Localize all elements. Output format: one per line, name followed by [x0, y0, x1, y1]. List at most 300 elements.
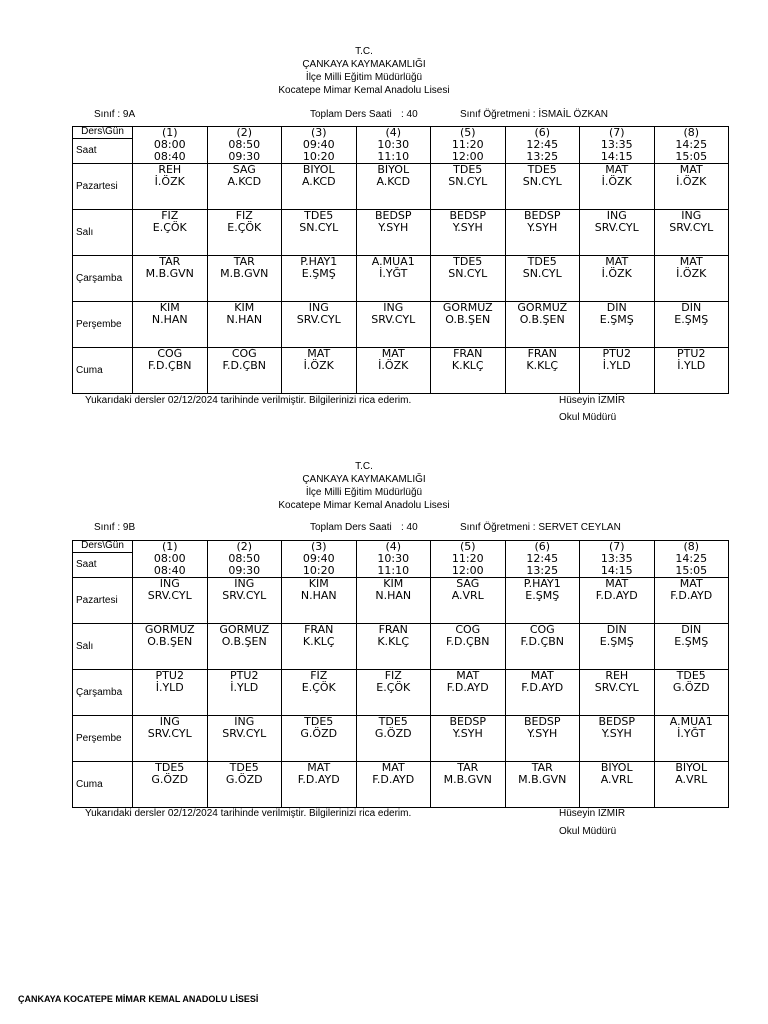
period-start: 13:35	[600, 138, 633, 151]
lesson-code: FRAN	[378, 623, 408, 636]
lesson-code: BİYOL	[600, 761, 633, 774]
period-number: (1)	[161, 126, 178, 139]
teacher-code: SRV.CYL	[594, 681, 639, 694]
lesson-cell	[505, 762, 580, 808]
period-start: 08:00	[153, 552, 186, 565]
lesson-code: TAR	[233, 255, 255, 268]
day-name: Cuma	[73, 762, 133, 808]
teacher-code: SRV.CYL	[594, 221, 639, 234]
header-line: T.C.	[355, 46, 373, 57]
lesson-cell	[282, 348, 357, 394]
period-number: (6)	[534, 540, 551, 553]
teacher-code: SRV.CYL	[147, 589, 192, 602]
lesson-code: TDE5	[229, 761, 259, 774]
teacher-code: Y.SYH	[527, 727, 558, 740]
lesson-cell	[654, 302, 729, 348]
header-line: ÇANKAYA KAYMAKAMLIĞI	[302, 474, 426, 485]
lesson-code: KİM	[234, 301, 255, 314]
period-number: (5)	[459, 126, 476, 139]
period-start: 08:50	[228, 552, 261, 565]
class-label: Sınıf : 9A	[94, 109, 136, 120]
lesson-code: TAR	[531, 761, 553, 774]
lesson-code: COĞ	[455, 623, 481, 636]
lesson-cell	[580, 348, 655, 394]
teacher-code: SRV.CYL	[669, 221, 714, 234]
lesson-code: REH	[158, 163, 182, 176]
period-header	[431, 541, 506, 578]
lesson-code: İNG	[383, 301, 404, 314]
period-end: 11:10	[377, 564, 410, 577]
lesson-code: PTU2	[677, 347, 706, 360]
period-number: (2)	[236, 126, 253, 139]
lesson-cell	[207, 578, 282, 624]
lesson-code: REH	[605, 669, 629, 682]
lesson-cell	[580, 624, 655, 670]
period-header	[580, 127, 655, 164]
lesson-code: İNG	[159, 577, 180, 590]
lesson-cell	[654, 624, 729, 670]
lesson-code: FİZ	[384, 669, 402, 682]
teacher-code: F.D.AYD	[446, 681, 489, 694]
lesson-cell	[654, 210, 729, 256]
teacher-code: İ.ÖZK	[676, 175, 707, 188]
teacher-code: F.D.AYD	[595, 589, 638, 602]
lesson-cell	[505, 210, 580, 256]
header-line: İlçe Milli Eğitim Müdürlüğü	[305, 487, 423, 498]
teacher-code: E.ÇÖK	[301, 681, 336, 694]
lesson-code: PTU2	[230, 669, 259, 682]
period-number: (5)	[459, 540, 476, 553]
lesson-code: BİYOL	[302, 163, 335, 176]
saat-label: Saat	[73, 552, 133, 577]
teacher-code: E.ŞMŞ	[525, 589, 560, 602]
period-header	[356, 127, 431, 164]
lesson-code: BEDSP	[523, 715, 561, 728]
lesson-code: TDE5	[155, 761, 185, 774]
lesson-code: KİM	[159, 301, 180, 314]
teacher-code: G.ÖZD	[672, 681, 710, 694]
teacher-code: SN.CYL	[522, 267, 562, 280]
lesson-code: İNG	[234, 577, 255, 590]
lesson-code: DİN	[681, 301, 702, 314]
period-header	[505, 541, 580, 578]
teacher-code: F.D.ÇBN	[446, 635, 490, 648]
lesson-cell	[207, 762, 282, 808]
lesson-cell	[431, 624, 506, 670]
lesson-cell	[580, 256, 655, 302]
teacher-code: Y.SYH	[452, 221, 483, 234]
lesson-code: MAT	[530, 669, 554, 682]
period-header	[654, 541, 729, 578]
header-line: T.C.	[355, 461, 373, 472]
period-header	[580, 541, 655, 578]
lesson-cell	[282, 578, 357, 624]
lesson-cell	[505, 670, 580, 716]
teacher-code: N.HAN	[151, 313, 188, 326]
timetable	[72, 126, 729, 394]
lesson-cell	[654, 716, 729, 762]
timetable	[72, 540, 729, 808]
lesson-code: BEDSP	[449, 209, 487, 222]
period-end: 13:25	[526, 150, 559, 163]
period-number: (6)	[534, 126, 551, 139]
period-end: 10:20	[302, 150, 335, 163]
day-name: Perşembe	[73, 302, 133, 348]
lesson-code: BEDSP	[449, 715, 487, 728]
lesson-cell	[431, 256, 506, 302]
lesson-cell	[133, 578, 208, 624]
document-header	[0, 460, 728, 512]
period-header	[207, 127, 282, 164]
teacher-code: K.KLÇ	[451, 359, 484, 372]
day-name: Çarşamba	[73, 670, 133, 716]
teacher-code: E.ÇÖK	[152, 221, 187, 234]
lesson-code: GÖRMÜZ	[219, 623, 270, 636]
teacher-code: E.ŞMŞ	[301, 267, 336, 280]
total-hours-label: Toplam Ders Saati	[310, 522, 392, 533]
period-start: 12:45	[526, 138, 559, 151]
teacher-code: A.VRL	[600, 773, 633, 786]
lesson-code: DİN	[681, 623, 702, 636]
lesson-cell	[505, 302, 580, 348]
lesson-code: BİYOL	[675, 761, 708, 774]
lesson-cell	[356, 348, 431, 394]
period-start: 11:20	[451, 138, 484, 151]
period-start: 08:00	[153, 138, 186, 151]
lesson-code: TDE5	[676, 669, 706, 682]
teacher-code: F.D.ÇBN	[520, 635, 564, 648]
teacher-code: K.KLÇ	[377, 635, 410, 648]
document-header	[0, 45, 728, 97]
lesson-code: İNG	[681, 209, 702, 222]
lesson-cell	[356, 164, 431, 210]
lesson-cell	[654, 762, 729, 808]
lesson-cell	[356, 762, 431, 808]
lesson-code: P.HAY1	[300, 255, 338, 268]
period-end: 11:10	[377, 150, 410, 163]
lesson-code: MAT	[381, 347, 405, 360]
lesson-cell	[431, 578, 506, 624]
period-header	[505, 127, 580, 164]
lesson-cell	[282, 164, 357, 210]
header-line: ÇANKAYA KAYMAKAMLIĞI	[302, 59, 426, 70]
lesson-cell	[207, 210, 282, 256]
lesson-cell	[282, 256, 357, 302]
lesson-code: PTU2	[155, 669, 184, 682]
period-start: 14:25	[675, 138, 708, 151]
timetable-body	[73, 541, 729, 808]
lesson-cell	[207, 670, 282, 716]
lesson-cell	[207, 716, 282, 762]
lesson-code: COĞ	[231, 347, 257, 360]
lesson-code: BEDSP	[598, 715, 636, 728]
total-hours-value: : 40	[401, 109, 418, 120]
lesson-code: GÖRMÜZ	[442, 301, 493, 314]
lesson-cell	[431, 716, 506, 762]
teacher-code: O.B.ŞEN	[519, 313, 565, 326]
lesson-cell	[505, 348, 580, 394]
lesson-code: PTU2	[602, 347, 631, 360]
teacher-code: İ.ÖZK	[601, 175, 632, 188]
lesson-code: TDE5	[378, 715, 408, 728]
lesson-cell	[505, 256, 580, 302]
lesson-code: MAT	[381, 761, 405, 774]
teacher-code: SN.CYL	[522, 175, 562, 188]
principal-name: Hüseyin İZMİR	[559, 808, 626, 819]
period-header	[133, 127, 208, 164]
teacher-code: M.B.GVN	[518, 773, 567, 786]
teacher-code: F.D.ÇBN	[148, 359, 192, 372]
day-name: Çarşamba	[73, 256, 133, 302]
lesson-code: BEDSP	[374, 209, 412, 222]
teacher-code: SN.CYL	[448, 175, 488, 188]
lesson-cell	[431, 762, 506, 808]
lesson-cell	[431, 210, 506, 256]
lesson-cell	[431, 302, 506, 348]
day-name: Salı	[73, 210, 133, 256]
class-label: Sınıf : 9B	[94, 522, 136, 533]
day-name: Cuma	[73, 348, 133, 394]
lesson-code: TDE5	[453, 255, 483, 268]
period-start: 11:20	[451, 552, 484, 565]
teacher-code: SN.CYL	[299, 221, 339, 234]
lesson-cell	[133, 164, 208, 210]
period-end: 12:00	[451, 150, 484, 163]
period-end: 14:15	[600, 564, 633, 577]
teacher-code: A.VRL	[451, 589, 484, 602]
teacher-code: SRV.CYL	[147, 727, 192, 740]
lesson-cell	[505, 164, 580, 210]
teacher-code: F.D.AYD	[372, 773, 415, 786]
period-end: 09:30	[228, 564, 261, 577]
period-number: (7)	[608, 126, 625, 139]
saat-label: Saat	[73, 138, 133, 163]
period-number: (2)	[236, 540, 253, 553]
period-number: (4)	[385, 540, 402, 553]
lesson-code: COĞ	[157, 347, 183, 360]
teacher-code: G.ÖZD	[300, 727, 338, 740]
principal-title: Okul Müdürü	[559, 412, 617, 423]
lesson-cell	[654, 164, 729, 210]
lesson-code: TAR	[457, 761, 479, 774]
period-start: 14:25	[675, 552, 708, 565]
lesson-code: MAT	[307, 347, 331, 360]
day-name: Salı	[73, 624, 133, 670]
lesson-cell	[654, 256, 729, 302]
lesson-code: İNG	[606, 209, 627, 222]
header-line: Kocatepe Mimar Kemal Anadolu Lisesi	[278, 85, 450, 96]
teacher-code: O.B.ŞEN	[445, 313, 491, 326]
teacher-code: E.ÇÖK	[227, 221, 262, 234]
teacher-code: SRV.CYL	[222, 589, 267, 602]
teacher-code: İ.ÖZK	[676, 267, 707, 280]
lesson-cell	[654, 578, 729, 624]
teacher-code: SRV.CYL	[222, 727, 267, 740]
teacher-code: İ.ÖZK	[303, 359, 334, 372]
lesson-cell	[580, 302, 655, 348]
lesson-cell	[282, 210, 357, 256]
header-line: İlçe Milli Eğitim Müdürlüğü	[305, 72, 423, 83]
teacher-code: İ.YĞT	[677, 727, 706, 740]
teacher-code: İ.ÖZK	[378, 359, 409, 372]
lesson-code: DİN	[606, 623, 627, 636]
teacher-code: M.B.GVN	[443, 773, 492, 786]
lesson-code: MAT	[679, 163, 703, 176]
period-start: 09:40	[302, 552, 335, 565]
total-hours-value: : 40	[401, 522, 418, 533]
teacher-code: F.D.AYD	[670, 589, 713, 602]
teacher-code: G.ÖZD	[374, 727, 412, 740]
teacher-code: Y.SYH	[452, 727, 483, 740]
lesson-cell	[505, 716, 580, 762]
teacher-code: İ.YLD	[677, 359, 706, 372]
period-header	[282, 541, 357, 578]
class-teacher-label: Sınıf Öğretmeni : İSMAİL ÖZKAN	[460, 109, 609, 120]
lesson-code: İNG	[308, 301, 329, 314]
teacher-code: SN.CYL	[448, 267, 488, 280]
teacher-code: O.B.ŞEN	[147, 635, 193, 648]
lesson-code: FRAN	[453, 347, 483, 360]
lesson-code: A.MUA1	[669, 715, 713, 728]
lesson-code: COĞ	[529, 623, 555, 636]
period-start: 10:30	[377, 552, 410, 565]
teacher-code: İ.YĞT	[379, 267, 408, 280]
teacher-code: İ.YLD	[230, 681, 259, 694]
lesson-code: TDE5	[453, 163, 483, 176]
lesson-cell	[133, 670, 208, 716]
lesson-code: MAT	[679, 255, 703, 268]
lesson-code: İNG	[159, 715, 180, 728]
lesson-cell	[282, 762, 357, 808]
lesson-cell	[282, 624, 357, 670]
period-end: 15:05	[675, 564, 708, 577]
period-end: 14:15	[600, 150, 633, 163]
lesson-cell	[356, 624, 431, 670]
lesson-cell	[133, 302, 208, 348]
period-end: 08:40	[153, 564, 186, 577]
lesson-code: SAĞ	[456, 577, 480, 590]
total-hours-label: Toplam Ders Saati	[310, 109, 392, 120]
lesson-cell	[505, 624, 580, 670]
lesson-code: TDE5	[304, 209, 334, 222]
period-start: 13:35	[600, 552, 633, 565]
teacher-code: F.D.AYD	[521, 681, 564, 694]
lesson-cell	[133, 716, 208, 762]
lesson-code: MAT	[679, 577, 703, 590]
timetable-body	[73, 127, 729, 394]
lesson-cell	[356, 670, 431, 716]
lesson-code: A.MUA1	[371, 255, 415, 268]
teacher-code: İ.YLD	[602, 359, 631, 372]
lesson-code: TDE5	[304, 715, 334, 728]
period-number: (8)	[683, 126, 700, 139]
day-name: Pazartesi	[73, 164, 133, 210]
approval-note: Yukarıdaki dersler 02/12/2024 tarihinde verilmiştir. Bilgilerinizi rica ederim.	[85, 395, 412, 406]
lesson-code: BİYOL	[377, 163, 410, 176]
teacher-code: SRV.CYL	[371, 313, 416, 326]
lesson-cell	[133, 348, 208, 394]
lesson-code: FİZ	[235, 209, 253, 222]
lesson-code: MAT	[456, 669, 480, 682]
teacher-code: N.HAN	[226, 313, 263, 326]
teacher-code: A.KCD	[301, 175, 336, 188]
teacher-code: M.B.GVN	[220, 267, 269, 280]
lesson-cell	[282, 670, 357, 716]
lesson-cell	[282, 716, 357, 762]
period-header	[356, 541, 431, 578]
teacher-code: A.KCD	[376, 175, 411, 188]
teacher-code: G.ÖZD	[151, 773, 189, 786]
teacher-code: E.ŞMŞ	[599, 635, 634, 648]
lesson-cell	[133, 762, 208, 808]
lesson-cell	[207, 624, 282, 670]
period-end: 12:00	[451, 564, 484, 577]
lesson-code: FRAN	[304, 623, 334, 636]
period-header	[654, 127, 729, 164]
lesson-code: TAR	[159, 255, 181, 268]
lesson-cell	[133, 624, 208, 670]
teacher-code: E.ŞMŞ	[674, 635, 709, 648]
period-header	[431, 127, 506, 164]
lesson-cell	[580, 164, 655, 210]
lesson-cell	[133, 210, 208, 256]
period-number: (8)	[683, 540, 700, 553]
period-end: 08:40	[153, 150, 186, 163]
lesson-cell	[356, 302, 431, 348]
lesson-cell	[356, 256, 431, 302]
lesson-code: FİZ	[161, 209, 179, 222]
header-line: Kocatepe Mimar Kemal Anadolu Lisesi	[278, 500, 450, 511]
period-end: 13:25	[526, 564, 559, 577]
teacher-code: İ.ÖZK	[154, 175, 185, 188]
teacher-code: İ.ÖZK	[601, 267, 632, 280]
lesson-cell	[580, 670, 655, 716]
lesson-cell	[207, 256, 282, 302]
teacher-code: Y.SYH	[378, 221, 409, 234]
lesson-cell	[505, 578, 580, 624]
teacher-code: E.ŞMŞ	[674, 313, 709, 326]
teacher-code: O.B.ŞEN	[221, 635, 267, 648]
period-header	[133, 541, 208, 578]
lesson-code: GÖRMÜZ	[517, 301, 568, 314]
corner-cell: Ders\Gün	[73, 127, 133, 139]
lesson-cell	[356, 716, 431, 762]
period-number: (3)	[310, 540, 327, 553]
teacher-code: K.KLÇ	[302, 635, 335, 648]
school-footer: ÇANKAYA KOCATEPE MİMAR KEMAL ANADOLU LİSESİ	[18, 994, 259, 1004]
lesson-code: KİM	[383, 577, 404, 590]
lesson-cell	[580, 716, 655, 762]
teacher-code: N.HAN	[375, 589, 412, 602]
lesson-code: TDE5	[527, 163, 557, 176]
lesson-cell	[207, 348, 282, 394]
lesson-cell	[431, 670, 506, 716]
lesson-code: MAT	[605, 255, 629, 268]
lesson-code: MAT	[307, 761, 331, 774]
lesson-code: TDE5	[527, 255, 557, 268]
lesson-cell	[431, 164, 506, 210]
teacher-code: A.VRL	[675, 773, 708, 786]
teacher-code: N.HAN	[300, 589, 337, 602]
lesson-code: MAT	[605, 577, 629, 590]
teacher-code: E.ÇÖK	[376, 681, 411, 694]
lesson-code: KİM	[308, 577, 329, 590]
lesson-code: FİZ	[310, 669, 328, 682]
teacher-code: M.B.GVN	[145, 267, 194, 280]
period-end: 15:05	[675, 150, 708, 163]
lesson-cell	[282, 302, 357, 348]
period-number: (3)	[310, 126, 327, 139]
